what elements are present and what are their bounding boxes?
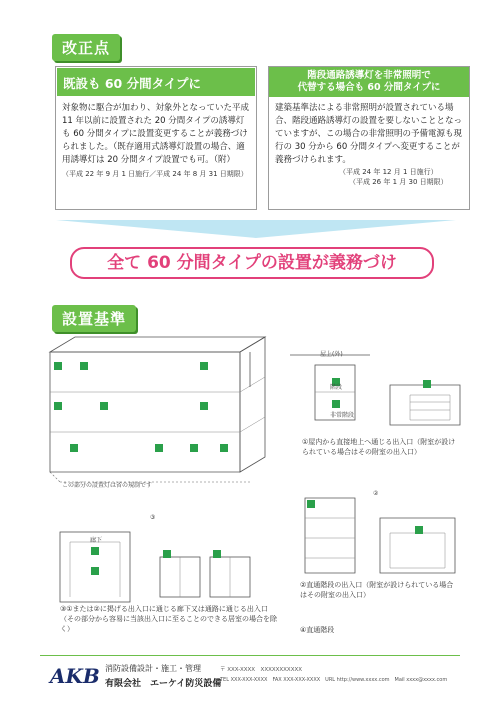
exit-sign-icon: [70, 444, 78, 452]
caption-1: ①屋内から直接地上へ通じる出入口（附室が設けられている場合はその附室の出入口）: [302, 438, 456, 456]
footer-divider: [40, 655, 460, 656]
exit-sign-icon: [415, 526, 423, 534]
exit-sign-icon: [54, 362, 62, 370]
exit-sign-icon: [190, 444, 198, 452]
company-logo: AKB: [50, 664, 100, 688]
caption-2: ②直通階段の出入口（附室が設けられている場合はその附室の出入口）: [300, 581, 454, 599]
right-panel: [268, 66, 470, 210]
right-panel-title-line2: 代替する場合も 60 分間タイプに: [297, 82, 441, 93]
exit-sign-icon: [332, 400, 340, 408]
caption-3: ③①または②に掲げる出入口に通じる廊下又は通路に通じる出入口（その部分から容易に当該出入口に至ることのできる居室の場合を除く）: [60, 605, 277, 633]
right-panel-title-line1: 階段通路誘導灯を非常照明で: [307, 70, 431, 81]
exit-sign-icon: [200, 402, 208, 410]
exit-sign-icon: [213, 550, 221, 558]
exit-sign-icon: [307, 500, 315, 508]
exit-sign-icon: [163, 550, 171, 558]
left-panel: [55, 66, 257, 210]
right-panel-body: 建築基準法による非常照明が設置されている場合、階段通路誘導灯の設置を要しないこととなっていますが、この場合の非常照明の予備電源も現行の 30 分から 60 分間タイプへ変更することが義務づけられます。: [275, 103, 463, 165]
exit-sign-icon: [54, 402, 62, 410]
left-panel-body: 対象物に駆合が加わり、対象外となっていた平成 11 年以前に設置された 20 分間タイプの誘導灯も 60 分間タイプに設置変更することが義務づけられました。（既存適用式誘導灯設置の場合、適用誘導灯は 20 分間タイプ設置でも可。（附）: [62, 103, 250, 165]
exit-sign-icon: [220, 444, 228, 452]
exit-sign-icon: [155, 444, 163, 452]
left-panel-note: （平成 22 年 9 月 1 日施行／平成 24 年 8 月 31 日期限）: [62, 170, 248, 178]
label-stair: 非常階段: [330, 412, 355, 419]
building-diagram: [40, 332, 280, 492]
stair-exit-diagram: [290, 340, 470, 435]
exit-sign-icon: [80, 362, 88, 370]
footer-company-name: 有限会社 エーケイ防災設備: [105, 679, 222, 689]
footer-service-line: 消防設備設計・施工・管理: [105, 664, 201, 673]
staircase-diagram: [295, 488, 465, 578]
footer-contact-2: TEL XXX-XXX-XXXX FAX XXX-XXX-XXXX URL http://www.xxxx.com Mail xxxx@xxxx.com: [220, 677, 448, 683]
obligation-banner: 全て 60 分間タイプの設置が義務づけ: [70, 247, 434, 279]
left-panel-title: 既設も 60 分間タイプに: [56, 67, 256, 97]
section-tag-standards: 設置基準: [52, 305, 136, 332]
caption-4: ④直通階段: [300, 626, 335, 634]
exit-sign-icon: [91, 547, 99, 555]
building-caption: この部分の設置灯は省の規制です: [62, 482, 153, 489]
label-roof: 屋上(外): [320, 351, 343, 358]
section-tag-revision: 改正点: [52, 34, 120, 61]
footer-contact-1: 〒 XXX-XXXX XXXXXXXXXXX: [220, 667, 303, 673]
num-2: ②: [373, 490, 379, 497]
label-floor: 階段: [330, 384, 343, 391]
right-panel-note2: （平成 26 年 1 月 30 日期限）: [349, 178, 448, 186]
exit-sign-icon: [91, 567, 99, 575]
exit-sign-icon: [423, 380, 431, 388]
down-arrow-icon: [56, 220, 456, 238]
num-3: ③: [150, 514, 156, 521]
right-panel-title: [269, 67, 469, 97]
exit-sign-icon: [100, 402, 108, 410]
label-hall: 廊下: [90, 537, 103, 544]
corridor-diagram: [50, 512, 285, 604]
exit-sign-icon: [200, 362, 208, 370]
right-panel-note1: （平成 24 年 12 月 1 日施行）: [339, 168, 438, 176]
